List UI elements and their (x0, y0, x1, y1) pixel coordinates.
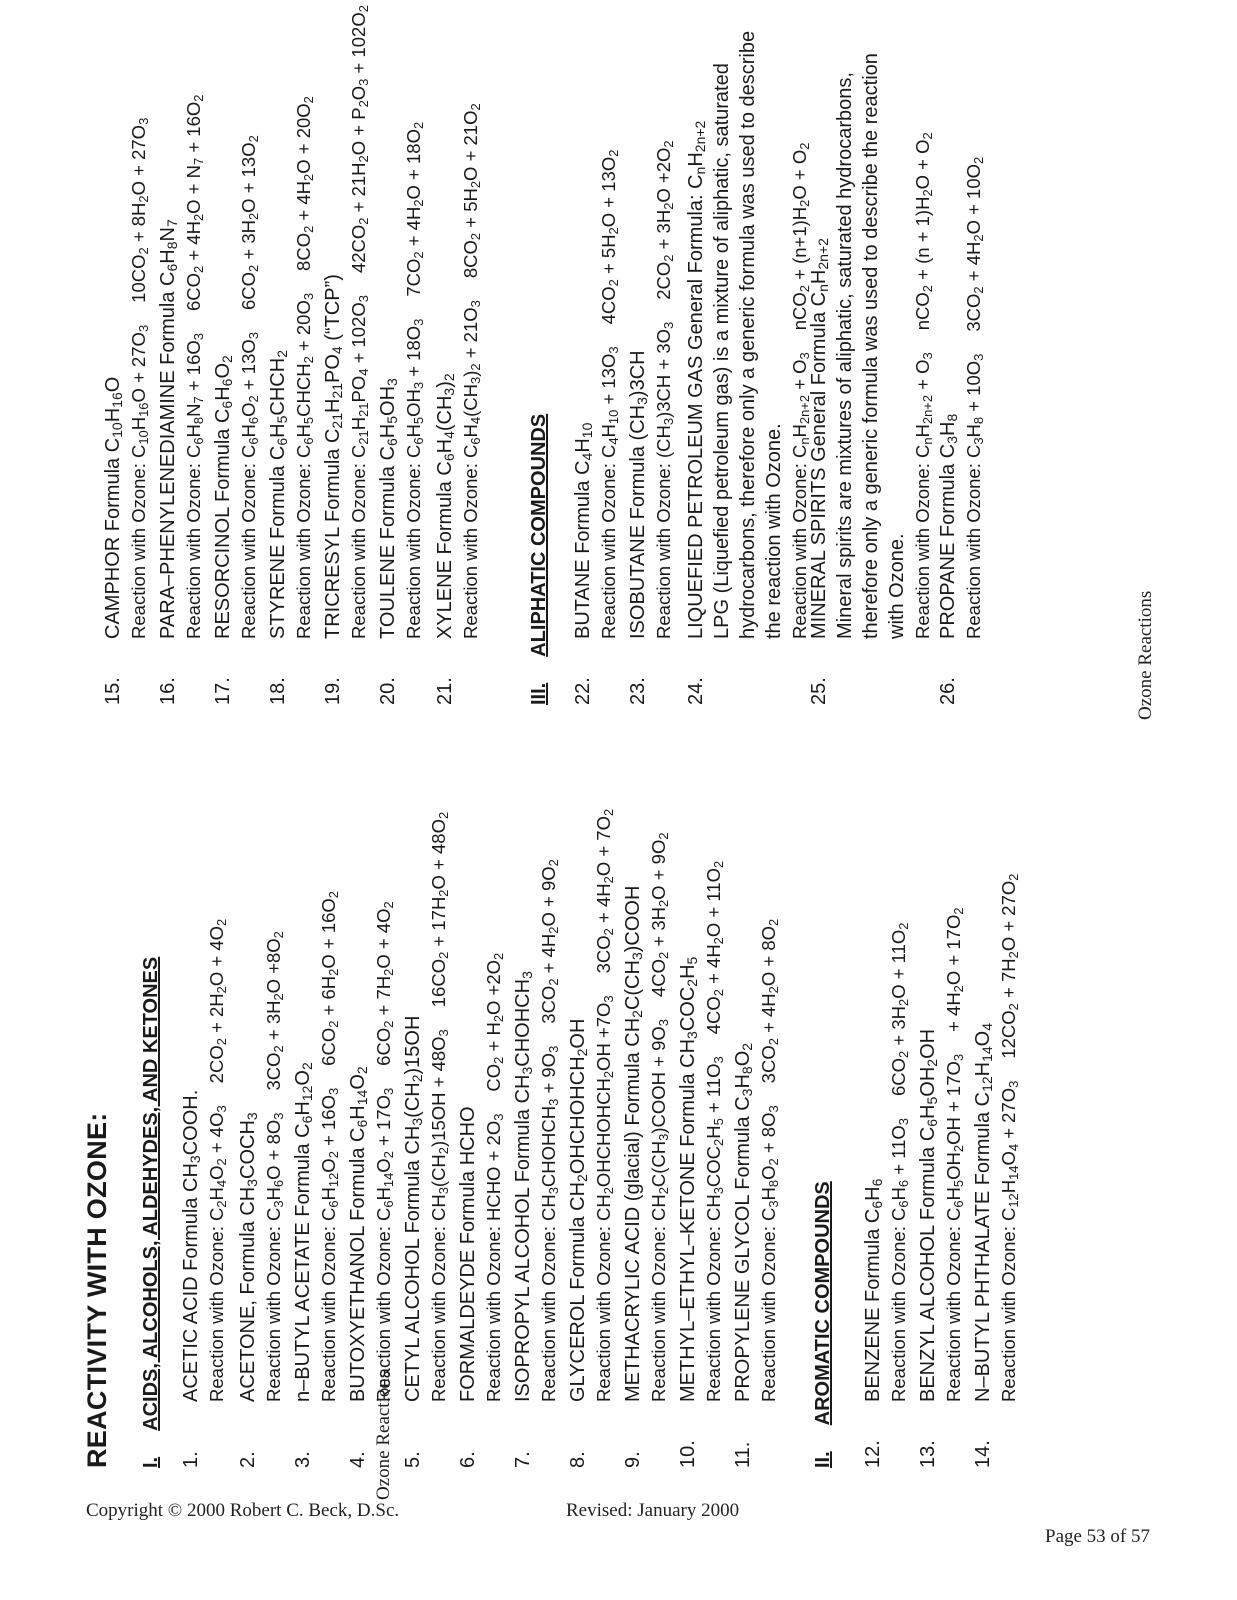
section-number: II. (812, 1451, 834, 1468)
reaction-entry (510, 859, 562, 1468)
reaction-equation: Reaction with Ozone: $CH_3CHOHCH_3 + 9O_33CO_2 + 4H_2O + 9O_2$ (538, 859, 561, 1402)
reaction-entry (570, 150, 622, 705)
compound-name: PROPANE Formula $C_3H_8$ (937, 413, 960, 639)
compound-name: XYLENE Formula $C_6H_4(CH_3)_2$ (434, 373, 457, 639)
reaction-equation: Reaction with Ozone: $C_6H_{14}O_2 + 17O_36CO_2 + 7H_2O + 4O_2$ (373, 901, 396, 1402)
reaction-equation: Reaction with Ozone: $C_{10}H_{16}O + 27O_310CO_2 + 8H_2O + 27O_3$ (128, 117, 151, 639)
reaction-entry (620, 832, 672, 1468)
reaction-entry (178, 919, 230, 1468)
reaction-equation: Reaction with Ozone: $CH_2OHCHOHCH_2OH +7O_33CO_2 + 4H_2O + 7O_2$ (593, 808, 616, 1402)
reaction-entry (915, 907, 967, 1468)
entry-heading (455, 953, 481, 1468)
reaction-entry (155, 95, 207, 705)
reaction-entry (100, 118, 152, 705)
entry-heading (178, 919, 204, 1468)
compound-name: CETYL ALCOHOL Formula $CH_3(CH_2)15OH$ (402, 1015, 425, 1402)
compound-name: BUTOXYETHANOL Formula $C_6H_{14}O_2$ (347, 1066, 370, 1402)
reaction-entry (565, 809, 617, 1468)
entry-heading (345, 901, 371, 1468)
entry-heading (683, 31, 709, 705)
reaction-entry (290, 891, 342, 1468)
reaction-entry (683, 31, 813, 705)
entry-heading (915, 907, 941, 1468)
reaction-entry (235, 931, 287, 1468)
compound-name: LIQUEFIED PETROLEUM GAS General Formula: $C_nH_{2n+2}$ (685, 120, 708, 639)
entry-heading (100, 118, 126, 705)
entry-description: the reaction with Ozone. (763, 423, 785, 639)
reaction-entry (320, 5, 372, 705)
compound-name: RESORCINOL Formula $C_6H_6O_2$ (212, 355, 235, 639)
compound-name: n–BUTYL ACETATE Formula $C_6H_{12}O_2$ (292, 1062, 315, 1402)
reaction-entry (860, 923, 912, 1468)
entry-heading (935, 157, 961, 705)
reaction-equation: Reaction with Ozone: $C_6H_4(CH_3)_2 + 21O_38CO_2 + 5H_2O + 21O_2$ (460, 103, 483, 639)
reaction-equation: Reaction with Ozone: $C_nH_{2n+2} + O_3nCO_2 + (n + 1)H_2O + O_2$ (912, 132, 935, 639)
reaction-equation: Reaction with Ozone: $CH_2C(CH_3)COOH + 9O_34CO_2 + 3H_2O + 9O_2$ (648, 832, 671, 1402)
page-number: Page 53 of 57 (1045, 1526, 1151, 1547)
entry-heading (290, 891, 316, 1468)
section-label: AROMATIC COMPOUNDS (812, 1181, 834, 1426)
compound-name: GLYCEROL Formula $CH_2OHCHOHCH_2OH$ (567, 1018, 590, 1402)
compound-name: ACETONE, Formula $CH_3COCH_3$ (237, 1112, 260, 1402)
reaction-equation: Reaction with Ozone: $C_3H_8 + 10O_33CO_2 + 4H_2O + 10O_2$ (963, 156, 986, 639)
reaction-entry (935, 157, 987, 705)
entry-number: 13. (917, 1440, 939, 1468)
entry-heading (970, 874, 996, 1468)
compound-name: METHYL–ETHYL–KETONE Formula $CH_3COC_2H_5$ (677, 956, 700, 1402)
compound-name: TOULENE Formula $C_6H_5OH_3$ (377, 378, 400, 639)
compound-name: PARA–PHENYLENEDIAMINE Formula $C_6H_8N_7$ (157, 219, 180, 639)
entry-number: 14. (972, 1440, 994, 1468)
entry-heading (675, 861, 701, 1468)
entry-number: 17. (212, 677, 234, 705)
reaction-equation: Reaction with Ozone: $C_6H_5OH_3 + 18O_37CO_2 + 4H_2O + 18O_2$ (403, 121, 426, 639)
entry-number: 6. (457, 1451, 479, 1468)
entry-heading (730, 919, 756, 1468)
entry-number: 23. (627, 677, 649, 705)
entry-heading (320, 5, 346, 705)
reaction-equation: Reaction with Ozone: HCHO + $2O_3CO_2 + H_2O +2O_2$ (483, 952, 506, 1402)
entry-description: hydrocarbons, therefore only a generic formula was used to describe (737, 30, 759, 639)
reaction-entry (455, 953, 507, 1468)
compound-name: CAMPHOR Formula $C_{10}H_{16}O$ (102, 376, 125, 639)
entry-description: LPG (Liquefied petroleum gas) is a mixture of aliphatic, saturated (711, 63, 733, 639)
entry-number: 12. (862, 1440, 884, 1468)
entry-number: 5. (402, 1451, 424, 1468)
section-heading-aliphatic (528, 414, 551, 705)
entry-heading (235, 931, 261, 1468)
entry-heading (620, 832, 646, 1468)
compound-name: ISOBUTANE Formula $(CH_3)3CH$ (627, 350, 650, 639)
reaction-equation: Reaction with Ozone: $C_6H_6O_2 + 13O_36CO_2 + 3H_2O + 13O_2$ (238, 135, 261, 639)
reaction-entry (806, 53, 936, 705)
reaction-equation: Reaction with Ozone: $C_6H_6 + 11O_36CO_2 + 3H_2O + 11O_2$ (888, 922, 911, 1402)
section-label: ALIPHATIC COMPOUNDS (528, 413, 550, 657)
entry-number: 9. (622, 1451, 644, 1468)
reaction-equation: Reaction with Ozone: $C_6H_5OH_2OH + 17O_3+ 4H_2O + 17O_2$ (943, 907, 966, 1402)
page-title: REACTIVITY WITH OZONE: (82, 1112, 112, 1468)
reaction-equation: Reaction with Ozone: $(CH_3)3CH + 3O_32CO_2 + 3H_2O +2O_2$ (653, 140, 676, 639)
entry-number: 8. (567, 1451, 589, 1468)
entry-number: 25. (808, 677, 830, 705)
compound-name: FORMALDEYDE Formula HCHO (457, 1106, 479, 1402)
footer-right-rotated: Ozone Reactions (1135, 590, 1156, 720)
revised-date: Revised: January 2000 (566, 1500, 740, 1521)
copyright: Copyright © 2000 Robert C. Beck, D.Sc. (86, 1500, 400, 1521)
entry-heading (210, 135, 236, 705)
compound-name: TRICRESYL Formula $C_{21}H_{21}PO_4$ (“TCP”) (322, 274, 345, 639)
entry-heading (565, 809, 591, 1468)
reaction-equation: Reaction with Ozone: $C_{21}H_{21}PO_4 + 102O_342CO_2 + 21H_2O + P_2O_3 + 102O_2$ (348, 5, 371, 639)
entry-description: Mineral spirits are mixtures of aliphatic, saturated hydrocarbons, (834, 72, 856, 639)
entry-heading (432, 103, 458, 705)
reaction-equation: Reaction with Ozone: $C_nH_{2n+2} + O_3nCO_2 + (n+1)H_2O + O_2$ (789, 142, 812, 639)
reaction-equation: Reaction with Ozone: $C_2H_4O_2 + 4O_32CO_2 + 2H_2O + 4O_2$ (206, 918, 229, 1402)
entry-number: 3. (292, 1451, 314, 1468)
entry-number: 7. (512, 1451, 534, 1468)
reaction-equation: Reaction with Ozone: $CH_3COC_2H_5 + 11O_34CO_2 + 4H_2O + 11O_2$ (703, 860, 726, 1402)
reaction-equation: Reaction with Ozone: $C_{12}H_{14}O_4 + 27O_312CO_2 + 7H_2O + 27O_2$ (998, 873, 1021, 1402)
reaction-equation: Reaction with Ozone: $C_4H_{10} + 13O_34CO_2 + 5H_2O + 13O_2$ (598, 149, 621, 639)
compound-name: PROPYLENE GLYCOL Formula $C_3H_8O_2$ (732, 1042, 755, 1402)
compound-name: N–BUTYL PHTHALATE Formula $C_{12}H_{14}O_4$ (972, 1022, 995, 1402)
entry-heading (570, 150, 596, 705)
entry-heading (265, 96, 291, 705)
section-heading-acids (140, 957, 163, 1468)
entry-heading (400, 812, 426, 1468)
entry-description: with Ozone. (886, 533, 908, 639)
entry-heading (625, 140, 651, 705)
reaction-entry (625, 140, 677, 705)
reaction-equation: Reaction with Ozone: $C_3H_8O_2 + 8O_33CO_2 + 4H_2O + 8O_2$ (758, 918, 781, 1402)
entry-number: 4. (347, 1451, 369, 1468)
entry-heading (375, 122, 401, 705)
entry-number: 24. (685, 677, 707, 705)
reaction-entry (432, 103, 484, 705)
entry-heading (155, 95, 181, 705)
entry-number: 22. (572, 677, 594, 705)
section-heading-aromatic (812, 1181, 835, 1468)
entry-number: 11. (732, 1441, 754, 1468)
entry-number: 18. (267, 677, 289, 705)
entry-number: 19. (322, 677, 344, 705)
reaction-entry (675, 861, 727, 1468)
entry-number: 16. (157, 677, 179, 705)
reaction-equation: Reaction with Ozone: $CH_3(CH_2)15OH + 48O_316CO_2 + 17H_2O + 48O_2$ (428, 811, 451, 1402)
entry-number: 2. (237, 1451, 259, 1468)
footer-left-rotated: Ozone Reactions (373, 1370, 394, 1500)
reaction-equation: Reaction with Ozone: $C_6H_8N_7 + 16O_36CO_2 + 4H_2O + N_7 + 16O_2$ (183, 94, 206, 639)
compound-name: ISOPROPYL ALCOHOL Formula $CH_3CHOHCH_3$ (512, 971, 535, 1402)
section-number: III. (528, 682, 550, 705)
reaction-entry (210, 135, 262, 705)
reaction-equation: Reaction with Ozone: $C_3H_6O + 8O_33CO_2 + 3H_2O +8O_2$ (263, 931, 286, 1402)
entry-heading (860, 923, 886, 1468)
section-number: I. (140, 1456, 162, 1468)
reaction-equation: Reaction with Ozone: $C_6H_5CHCH_2 + 20O_38CO_2 + 4H_2O + 20O_2$ (293, 96, 316, 639)
reaction-equation: Reaction with Ozone: $C_6H_{12}O_2 + 16O_36CO_2 + 6H_2O + 16O_2$ (318, 890, 341, 1402)
compound-name: BENZENE Formula $C_6H_6$ (862, 1178, 885, 1402)
section-label: ACIDS, ALCOHOLS, ALDEHYDES, AND KETONES (140, 956, 162, 1431)
entry-number: 15. (102, 677, 124, 705)
entry-number: 20. (377, 677, 399, 705)
compound-name: BENZYL ALCOHOL Formula $C_6H_5OH_2OH$ (917, 1028, 940, 1402)
entry-heading (806, 53, 832, 705)
reaction-entry (730, 919, 782, 1468)
reaction-entry (265, 96, 317, 705)
entry-description: therefore only a generic formula was used to describe the reaction (860, 53, 882, 639)
compound-name: BUTANE Formula $C_4H_{10}$ (572, 422, 595, 639)
compound-name: ACETIC ACID Formula $CH_3COOH$. (180, 1089, 203, 1402)
compound-name: METHACRYLIC ACID (glacial) Formula $CH_2C(CH_3)COOH$ (622, 885, 645, 1402)
compound-name: MINERAL SPIRITS General Formula $C_nH_{2n+2}$ (808, 238, 831, 639)
entry-number: 10. (677, 1440, 699, 1468)
reaction-entry (375, 122, 427, 705)
reaction-entry (400, 812, 452, 1468)
entry-heading (510, 859, 536, 1468)
entry-number: 21. (434, 677, 456, 705)
reaction-entry (970, 874, 1022, 1468)
entry-number: 1. (180, 1451, 202, 1468)
compound-name: STYRENE Formula $C_6H_5CHCH_2$ (267, 350, 290, 639)
entry-number: 26. (937, 677, 959, 705)
